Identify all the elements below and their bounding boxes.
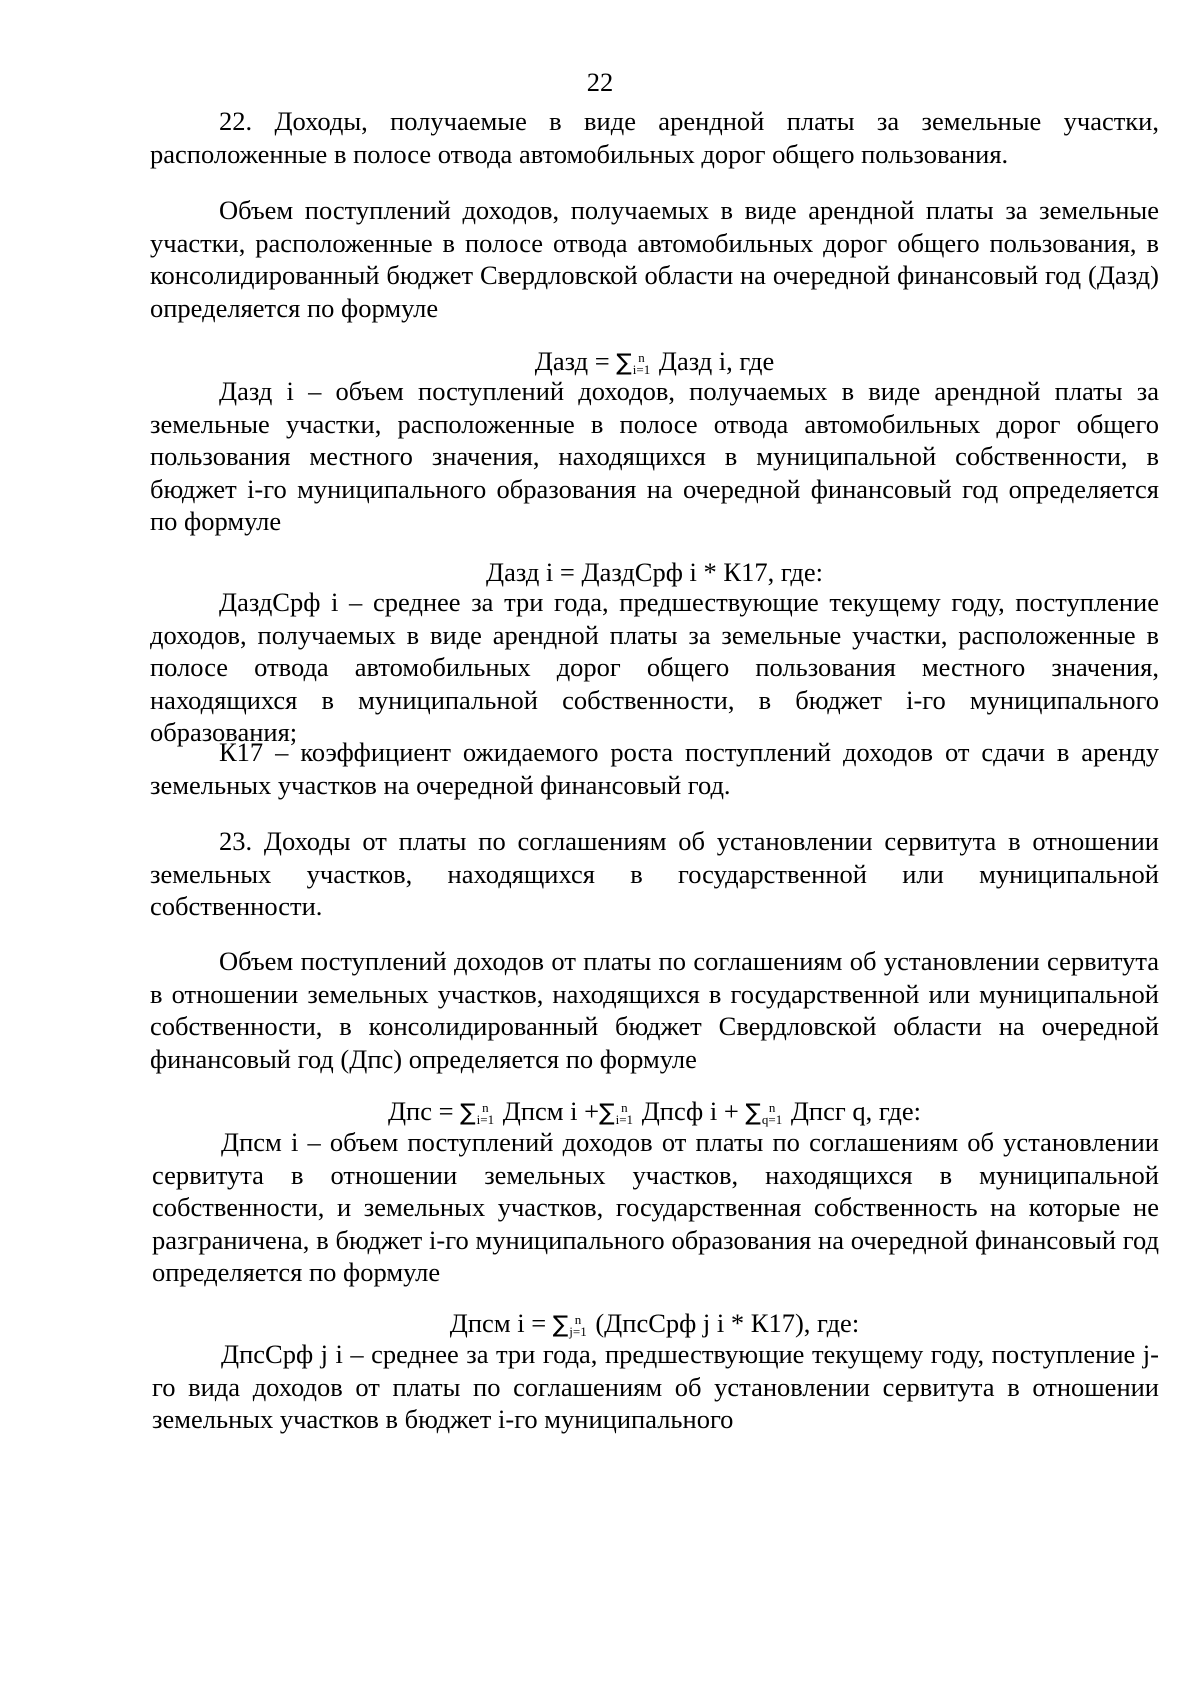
- sum-symbol: ∑: [552, 1312, 569, 1338]
- definition-dpssrf-j-i: ДпсСрф j i – среднее за три года, предшествующие текущему году, поступление j-го вида доходов от платы по соглашениям об установлении сервитута в отношении земельных участков в бюджет i-го муниципального: [152, 1339, 1159, 1434]
- section-22-intro: Объем поступлений доходов, получаемых в виде арендной платы за земельные участки, расположенные в полосе отвода автомобильных дорог общего пользования, в консолидированный бюджет Свердловской области на очередной финансовый год (Дазд) определяется по формуле: [150, 195, 1159, 323]
- page-number: 22: [586, 67, 614, 97]
- definition-dpsm-i: Дпсм i – объем поступлений доходов от платы по соглашениям об установлении сервитута в отношении земельных участков, находящихся в муниципальной собственности, и земельных участков, государственная собственность на которые не разграничена, в бюджет i-го муниципального образования на очередной финансовый год определяется по формуле: [152, 1127, 1159, 1287]
- sum-upper: n: [638, 349, 645, 365]
- section-23-intro: Объем поступлений доходов от платы по соглашениям об установлении сервитута в отношении земельных участков, находящихся в государственной или муниципальной собственности, в консолидированный бюджет Свердловской области на очередной финансовый год (Дпс) определяется по формуле: [150, 946, 1159, 1074]
- formula-lhs: Дазд =: [534, 346, 610, 376]
- formula-dps-total: [150, 1095, 1159, 1130]
- sum-lower: j=1: [569, 1323, 587, 1339]
- formula-term-1: Дпсм i +: [502, 1096, 600, 1126]
- sum-symbol: ∑: [745, 1100, 761, 1126]
- sum-symbol: ∑: [460, 1100, 476, 1126]
- sum-limits: [615, 1099, 634, 1127]
- sum-symbol: ∑: [616, 350, 632, 376]
- sum-lower: i=1: [476, 1111, 495, 1127]
- definition-daztsrf-i: ДаздСрф i – среднее за три года, предшествующие текущему году, поступление доходов, получаемых в виде арендной платы за земельные участки, расположенные в полосе отвода автомобильных дорог общего пользования местного значения, находящихся в муниципальной собственности, в бюджет i-го муниципального образования;: [150, 587, 1159, 747]
- sum-limits: [476, 1099, 495, 1127]
- sum-limits: [761, 1099, 783, 1127]
- sum-limits: [632, 349, 651, 377]
- sum-symbol: ∑: [599, 1100, 615, 1126]
- formula-term-3: Дпсг q, где:: [790, 1096, 922, 1126]
- sum-lower: q=1: [761, 1111, 783, 1127]
- formula-term-2: Дпсф i +: [641, 1096, 739, 1126]
- formula-lhs: Дпс =: [387, 1096, 454, 1126]
- formula-term: Дазд i, где: [658, 346, 775, 376]
- formula-dazd-i: Дазд i = ДаздСрф i * К17, где:: [486, 557, 823, 587]
- formula-term: (ДпсСрф j i * К17), где:: [595, 1308, 860, 1338]
- sum-upper: n: [621, 1099, 628, 1115]
- sum-lower: i=1: [615, 1111, 634, 1127]
- section-23-heading: 23. Доходы от платы по соглашениям об установлении сервитута в отношении земельных участков, находящихся в государственной или муниципальной собственности.: [150, 826, 1159, 921]
- sum-lower: i=1: [632, 361, 651, 377]
- sum-upper: n: [482, 1099, 489, 1115]
- definition-dazd-i: Дазд i – объем поступлений доходов, получаемых в виде арендной платы за земельные участки, расположенные в полосе отвода автомобильных дорог общего пользования местного значения, находящихся в муниципальной собственности, в бюджет i-го муниципального образования на очередной финансовый год определяется по формуле: [150, 376, 1159, 536]
- sum-limits: [569, 1311, 587, 1339]
- section-22-heading: 22. Доходы, получаемые в виде арендной платы за земельные участки, расположенные в полосе отвода автомобильных дорог общего пользования.: [150, 106, 1159, 169]
- sum-upper: n: [574, 1311, 582, 1327]
- formula-lhs: Дпсм i =: [449, 1308, 547, 1338]
- formula-dpsm-i: [150, 1307, 1159, 1342]
- definition-k17: К17 – коэффициент ожидаемого роста поступлений доходов от сдачи в аренду земельных участков на очередной финансовый год.: [150, 737, 1159, 800]
- sum-upper: n: [768, 1099, 776, 1115]
